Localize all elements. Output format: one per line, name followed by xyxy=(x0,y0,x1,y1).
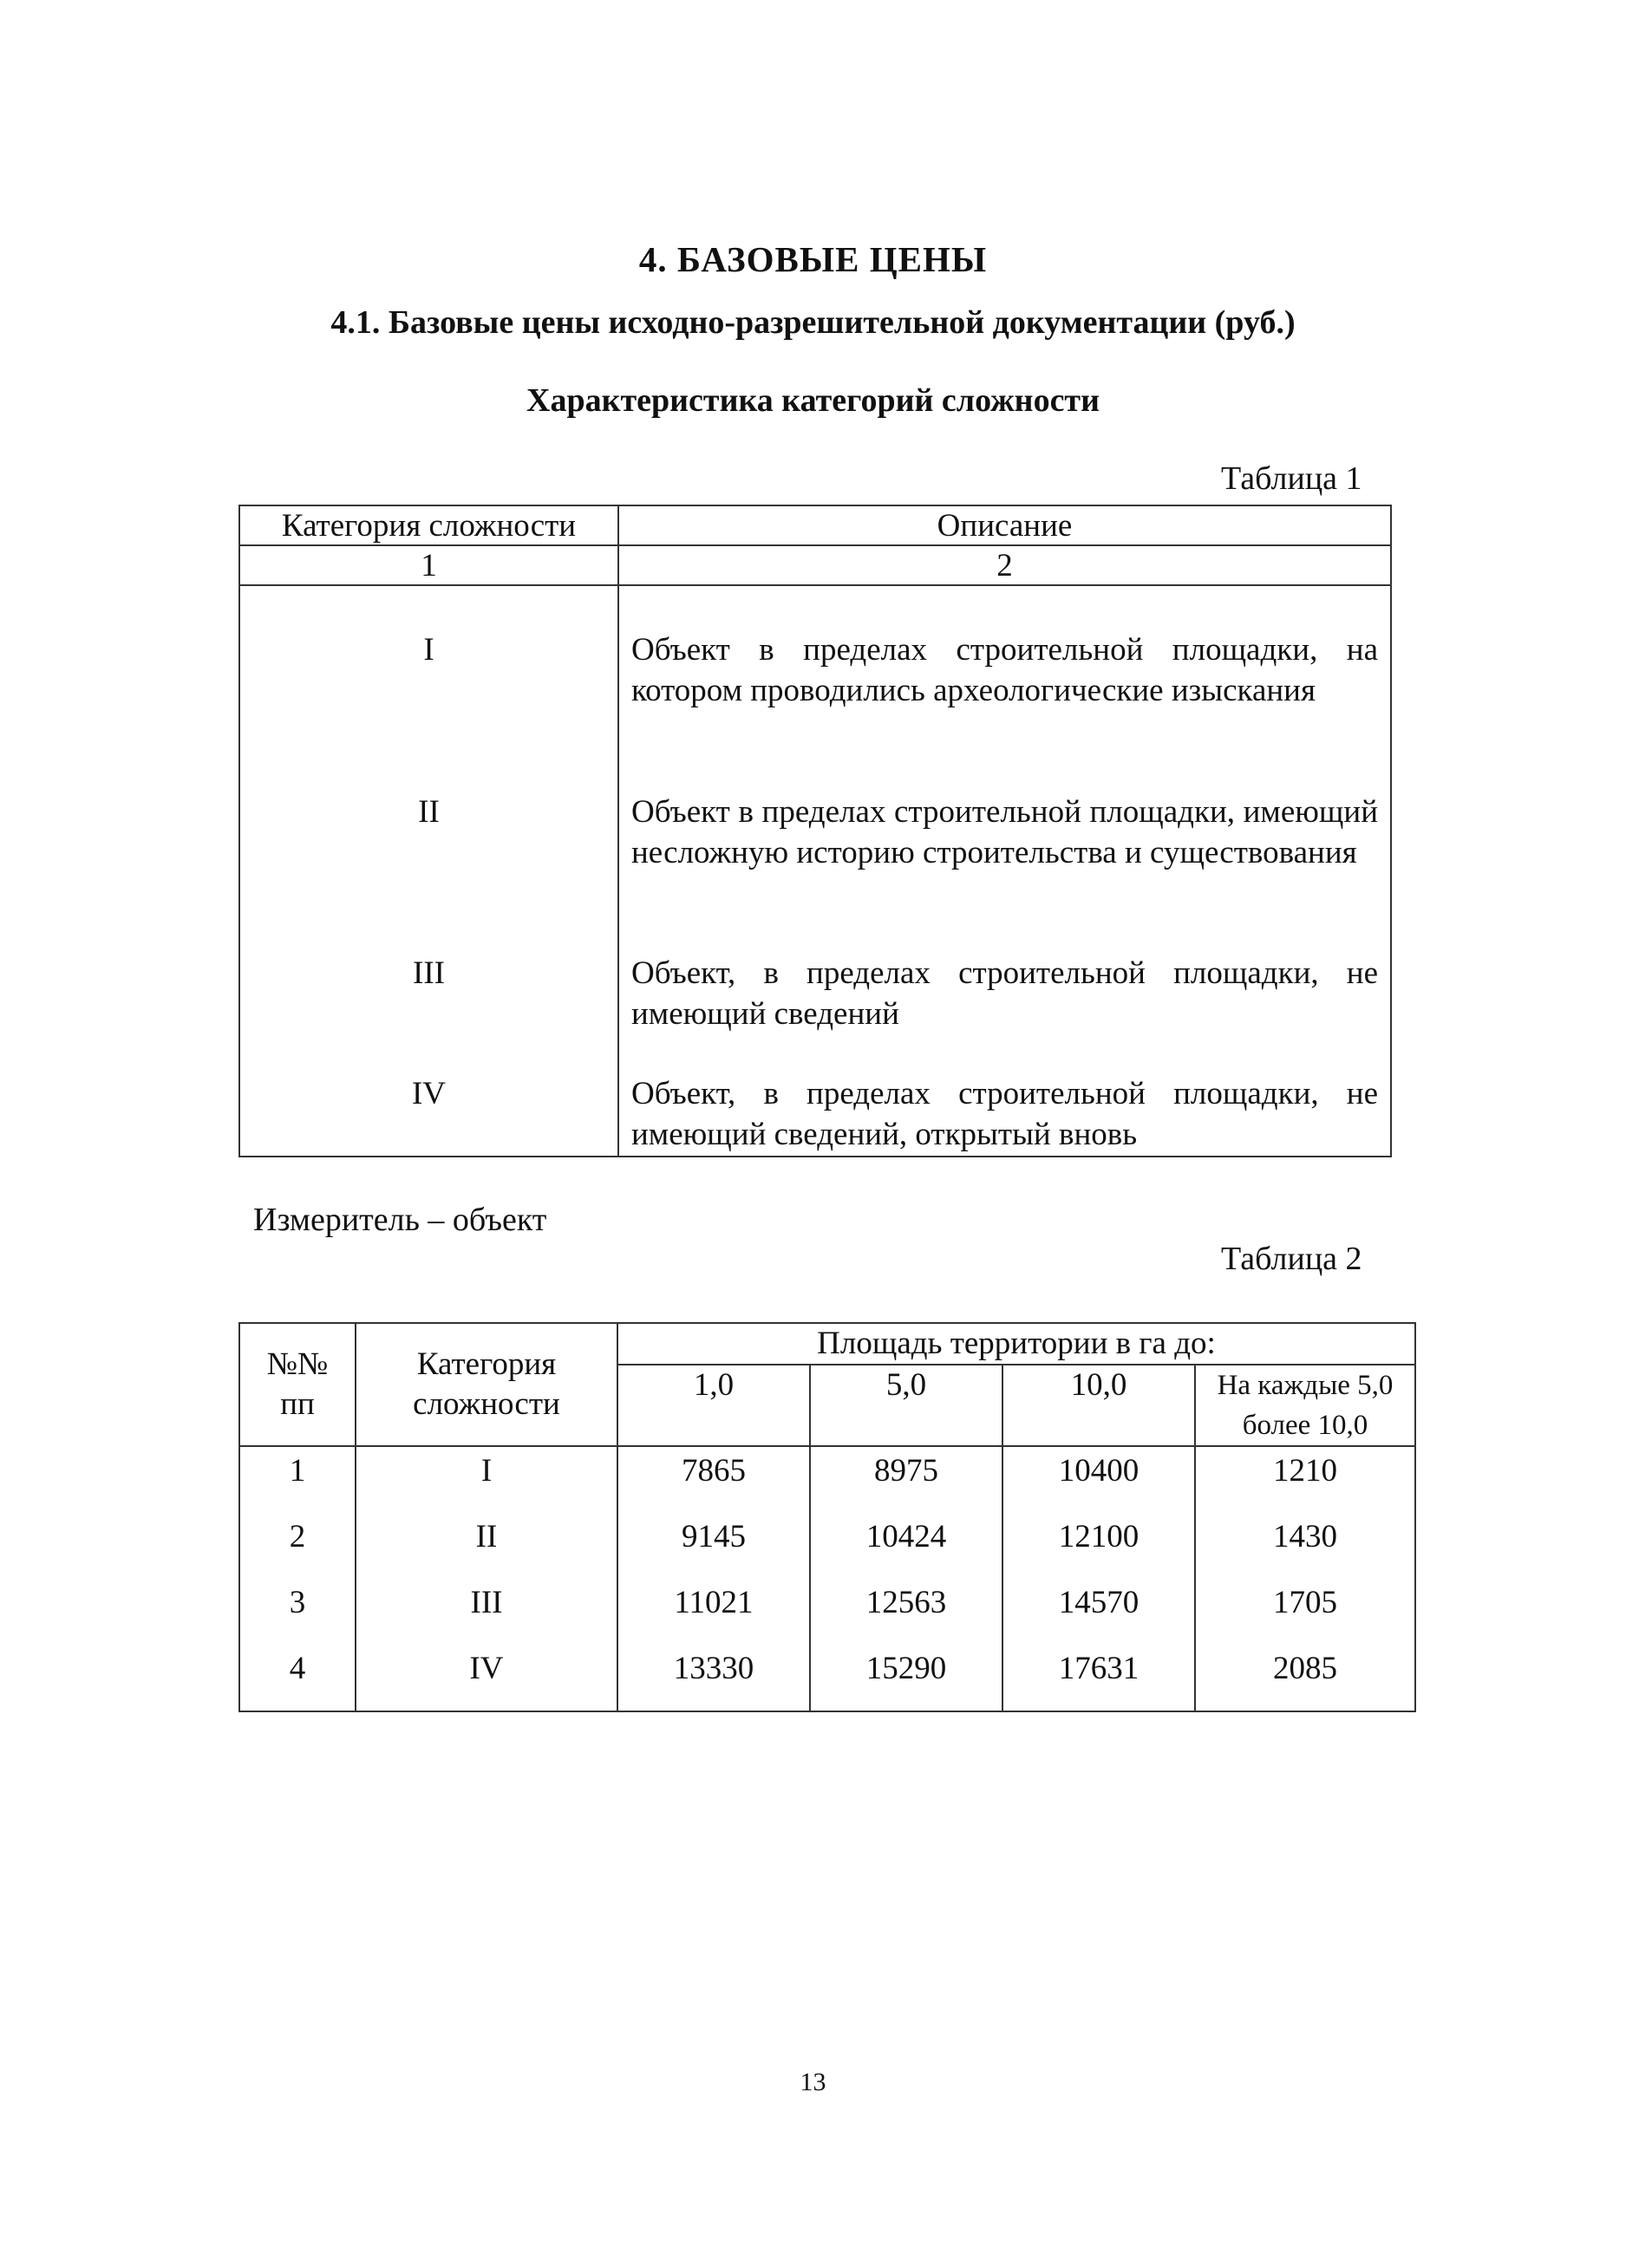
row-description: Объект в пределах строительной площадки, на котором проводились археологические изыскания xyxy=(618,585,1391,753)
table-row xyxy=(239,915,1391,1035)
cell-value: 8975 xyxy=(810,1446,1002,1513)
table-row xyxy=(239,1446,1415,1513)
cell-value: 15290 xyxy=(810,1645,1002,1711)
table-row xyxy=(239,1579,1415,1645)
header-area-5: 5,0 xyxy=(810,1365,1002,1446)
cell-num: 2 xyxy=(239,1513,356,1579)
table1-title: Характеристика категорий сложности xyxy=(526,382,1100,419)
table-row xyxy=(239,1645,1415,1711)
table-row xyxy=(239,585,1391,753)
header-each-5: На каждые 5,0 более 10,0 xyxy=(1195,1365,1415,1446)
page-number: 13 xyxy=(800,2068,826,2096)
colnum-1: 1 xyxy=(239,545,618,585)
table-row xyxy=(239,1035,1391,1157)
header-area: Площадь территории в га до: xyxy=(617,1323,1415,1365)
cell-num: 1 xyxy=(239,1446,356,1513)
header-area-1: 1,0 xyxy=(617,1365,810,1446)
section-title: 4. БАЗОВЫЕ ЦЕНЫ xyxy=(638,239,988,279)
cell-value: 17631 xyxy=(1002,1645,1195,1711)
colnum-2: 2 xyxy=(618,545,1391,585)
table-colnum-row xyxy=(239,545,1391,585)
header-area-10: 10,0 xyxy=(1002,1365,1195,1446)
cell-value: 1705 xyxy=(1195,1579,1415,1645)
cell-value: 10424 xyxy=(810,1513,1002,1579)
cell-category: I xyxy=(356,1446,617,1513)
row-category: II xyxy=(239,753,618,915)
cell-value: 10400 xyxy=(1002,1446,1195,1513)
row-category: I xyxy=(239,585,618,753)
cell-num: 3 xyxy=(239,1579,356,1645)
complexity-table xyxy=(238,505,1392,1157)
row-description: Объект, в пределах строительной площадки, не имеющий сведений, открытый вновь xyxy=(618,1035,1391,1157)
table1-label: Таблица 1 xyxy=(1221,460,1362,497)
cell-value: 1430 xyxy=(1195,1513,1415,1579)
table-header-row xyxy=(239,505,1391,545)
header-description: Описание xyxy=(618,505,1391,545)
row-description: Объект, в пределах строительной площадки, не имеющий сведений xyxy=(618,915,1391,1035)
header-category: Категория сложности xyxy=(356,1323,617,1446)
cell-value: 12100 xyxy=(1002,1513,1195,1579)
row-category: IV xyxy=(239,1035,618,1157)
table-header-row xyxy=(239,1323,1415,1365)
header-category: Категория сложности xyxy=(239,505,618,545)
base-price-table xyxy=(238,1322,1416,1712)
cell-category: II xyxy=(356,1513,617,1579)
table-row xyxy=(239,1513,1415,1579)
cell-category: IV xyxy=(356,1645,617,1711)
cell-value: 12563 xyxy=(810,1579,1002,1645)
cell-value: 1210 xyxy=(1195,1446,1415,1513)
row-category: III xyxy=(239,915,618,1035)
table2-label: Таблица 2 xyxy=(1221,1241,1362,1277)
row-description: Объект в пределах строительной площадки, имеющий несложную историю строительства и существования xyxy=(618,753,1391,915)
header-num: №№ пп xyxy=(239,1323,356,1446)
subsection-title: 4.1. Базовые цены исходно-разрешительной документации (руб.) xyxy=(330,304,1296,341)
cell-value: 7865 xyxy=(617,1446,810,1513)
cell-value: 11021 xyxy=(617,1579,810,1645)
cell-value: 14570 xyxy=(1002,1579,1195,1645)
cell-value: 13330 xyxy=(617,1645,810,1711)
table-row xyxy=(239,753,1391,915)
measure-unit: Измеритель – объект xyxy=(253,1202,547,1238)
cell-value: 9145 xyxy=(617,1513,810,1579)
cell-value: 2085 xyxy=(1195,1645,1415,1711)
cell-num: 4 xyxy=(239,1645,356,1711)
cell-category: III xyxy=(356,1579,617,1645)
